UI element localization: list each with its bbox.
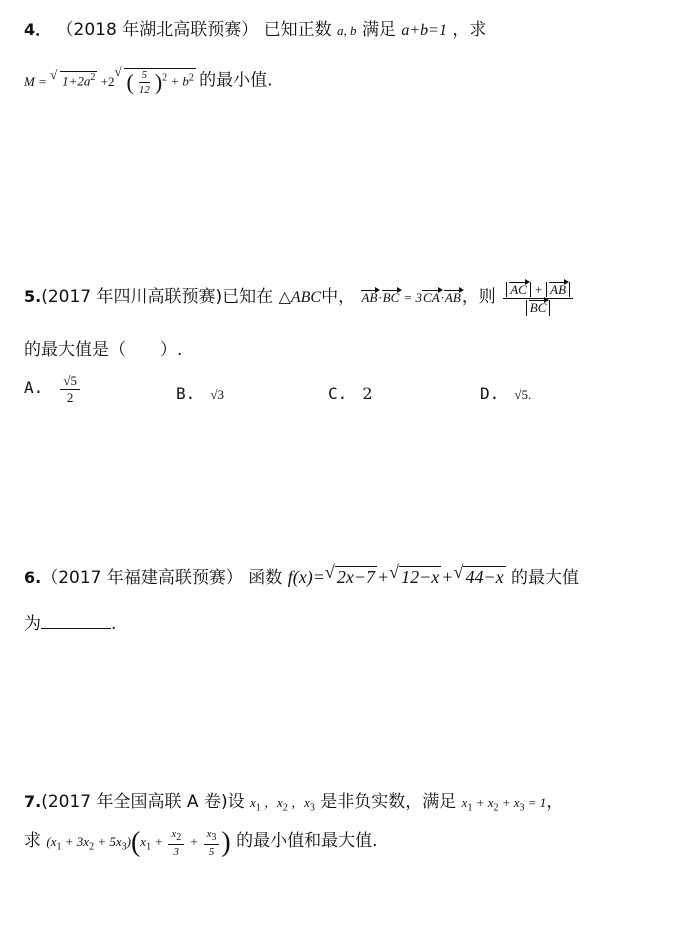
option-label: B.: [176, 384, 196, 403]
problem-text: 已知在: [222, 286, 274, 307]
problem-text: 满足: [361, 20, 396, 40]
option-c: [328, 384, 373, 403]
condition-formula: a+b=1: [401, 22, 447, 39]
problem-text: 已知正数: [263, 20, 332, 40]
expression-prefix: M =: [24, 73, 51, 89]
option-label: A.: [24, 378, 44, 398]
option-value: 2: [362, 384, 373, 403]
option-label: C.: [328, 384, 348, 403]
option-d: [480, 384, 531, 403]
problem-number: 5.: [24, 286, 42, 306]
constraint-formula: $x_1 + x_2 + x_3 = 1$: [461, 795, 547, 814]
option-b: B. √3: [176, 384, 224, 403]
problem-source: （2018 年湖北高联预赛）: [56, 20, 259, 40]
problem-source: (2017 年全国高联 A 卷): [41, 792, 228, 812]
problem-number: 7.: [24, 792, 42, 811]
problem-text: ，则: [461, 286, 496, 307]
expression-M: M = √ $1+2a^2 +2√$ ( $\frac{5}{12}$ )$^2 + b^2$: [24, 74, 199, 89]
problem-text: 的最小值.: [199, 70, 273, 91]
variables: $x_1$ ，$x_2$ ，$x_3$: [250, 795, 315, 814]
problem-text: 求: [24, 831, 41, 852]
option-label: D.: [480, 384, 500, 403]
vector-condition: AB·BC = 3CA·AB: [361, 289, 461, 305]
problem-text: 的最小值和最大值.: [236, 831, 378, 852]
function-definition: f(x)=√ 2x−7 +√ 12−x +√ 44−x: [288, 567, 506, 587]
problem-source: （2017 年福建高联预赛）: [41, 568, 243, 588]
problem-text: 为: [24, 614, 41, 634]
problem-text: 函数: [248, 568, 283, 588]
problem-text: 设: [227, 792, 245, 812]
problem-number: 6.: [24, 568, 42, 587]
ratio-expression: $\frac{AC + AB}{BC}$: [501, 290, 575, 305]
option-value: √5.: [514, 387, 532, 402]
triangle-abc: △ABC: [278, 288, 322, 306]
problem-text: ，求: [452, 20, 487, 40]
problem-source: (2017 年四川高联预赛): [41, 286, 223, 307]
variables: a, b: [337, 23, 357, 38]
problem-text: 的最大值: [510, 568, 579, 588]
answer-blank: [41, 614, 111, 629]
option-a: A. $\frac{√5}{2}$: [24, 374, 82, 406]
problem-text: 是非负实数，满足: [320, 792, 457, 812]
problem-text: ，: [546, 792, 564, 812]
problem-number: 4．: [24, 20, 52, 39]
function-name: f(x): [287, 567, 313, 587]
problem-text: 中，: [321, 286, 356, 307]
product-expression: $(x_1 + 3x_2 + 5x_3)(x_1$ + $\frac{x_2}{3}$ + $\frac{x_3}{5}$ ): [46, 827, 231, 859]
problem-text: 的最大值是（ ）.: [24, 340, 183, 360]
period: .: [111, 614, 117, 634]
